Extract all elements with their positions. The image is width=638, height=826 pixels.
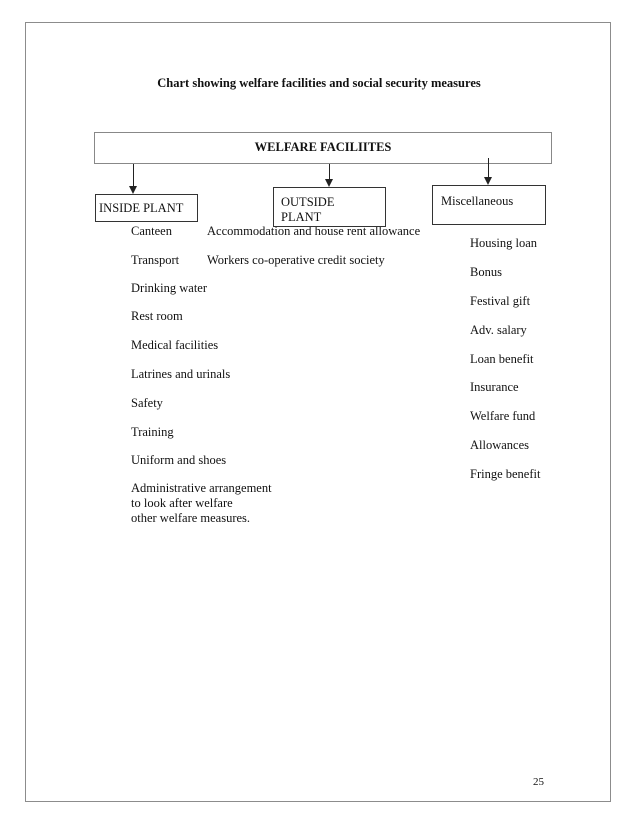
- outside-plant-label-line-1: OUTSIDE: [281, 195, 335, 209]
- inside-plant-box: INSIDE PLANT: [95, 194, 198, 222]
- inside-item-latrines: Latrines and urinals: [131, 367, 231, 381]
- inside-item-medical-facilities: Medical facilities: [131, 338, 219, 352]
- outside-item-credit-society: Workers co-operative credit society: [207, 253, 385, 267]
- inside-item-drinking-water: Drinking water: [131, 281, 208, 295]
- chart-title: Chart showing welfare facilities and social security measures: [157, 76, 481, 90]
- arrow-to-inside-plant: [133, 164, 134, 186]
- inside-item-administrative-line-3: other welfare measures.: [131, 511, 251, 525]
- arrow-head-miscellaneous: [484, 177, 492, 185]
- inside-item-canteen: Canteen: [131, 224, 172, 238]
- welfare-facilities-box: WELFARE FACILIITES: [94, 132, 552, 164]
- inside-item-administrative-line-2: to look after welfare: [131, 496, 233, 510]
- misc-item-bonus: Bonus: [470, 265, 502, 279]
- inside-item-uniform: Uniform and shoes: [131, 453, 227, 467]
- outside-plant-box: [273, 187, 386, 227]
- inside-item-rest-room: Rest room: [131, 309, 183, 323]
- inside-item-training: Training: [131, 425, 174, 439]
- misc-item-loan-benefit: Loan benefit: [470, 352, 534, 366]
- misc-item-housing-loan: Housing loan: [470, 236, 538, 250]
- arrow-to-miscellaneous: [488, 158, 489, 177]
- miscellaneous-box: Miscellaneous: [432, 185, 546, 225]
- arrow-head-outside-plant: [325, 179, 333, 187]
- outside-plant-label-line-2: PLANT: [281, 210, 322, 224]
- misc-item-fringe-benefit: Fringe benefit: [470, 467, 541, 481]
- misc-item-festival-gift: Festival gift: [470, 294, 531, 308]
- misc-item-welfare-fund: Welfare fund: [470, 409, 536, 423]
- arrow-to-outside-plant: [329, 164, 330, 179]
- inside-item-transport: Transport: [131, 253, 180, 267]
- misc-item-allowances: Allowances: [470, 438, 530, 452]
- misc-item-insurance: Insurance: [470, 380, 519, 394]
- inside-item-administrative-line-1: Administrative arrangement: [131, 481, 272, 495]
- misc-item-adv-salary: Adv. salary: [470, 323, 527, 337]
- outside-item-accommodation: Accommodation and house rent allowance: [207, 224, 421, 238]
- arrow-head-inside-plant: [129, 186, 137, 194]
- inside-item-safety: Safety: [131, 396, 163, 410]
- page-number: 25: [533, 776, 544, 788]
